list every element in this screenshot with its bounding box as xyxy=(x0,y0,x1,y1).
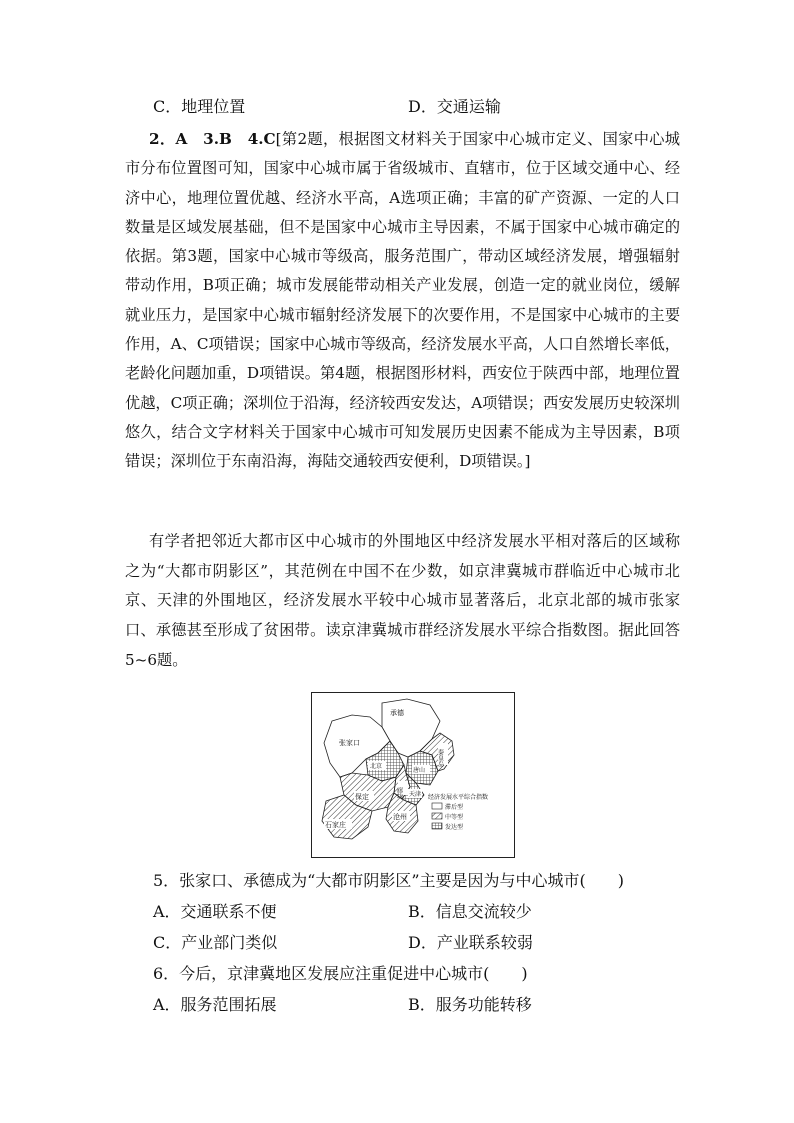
question-5-option-c: C．产业部门类似 xyxy=(153,933,278,952)
option-c-location: C．地理位置 xyxy=(153,97,246,116)
question-6-option-b: B．服务功能转移 xyxy=(408,995,532,1014)
label-baoding: 保定 xyxy=(355,793,369,801)
jingjinji-map-figure xyxy=(311,692,515,858)
question-5-option-a: A．交通联系不便 xyxy=(153,902,277,921)
label-shijiazhuang: 石家庄 xyxy=(325,821,346,829)
legend-item-lagging: 滞后型 xyxy=(445,804,464,811)
label-chengde: 承德 xyxy=(390,709,404,717)
label-cangzhou: 沧州 xyxy=(393,813,407,821)
label-tangshan: 唐山 xyxy=(413,767,426,774)
label-zhangjiakou: 张家口 xyxy=(339,739,360,747)
question-5-stem: 5．张家口、承德成为“大都市阴影区”主要是因为与中心城市( ) xyxy=(153,871,625,890)
legend-item-developed: 发达型 xyxy=(445,824,464,831)
label-qinhuangdao: 秦皇岛 xyxy=(436,749,444,767)
legend-swatch-medium xyxy=(432,813,442,819)
question-5-option-b: B．信息交流较少 xyxy=(408,902,532,921)
legend-item-medium: 中等型 xyxy=(445,814,464,821)
material-paragraph: 有学者把邻近大都市区中心城市的外围地区中经济发展水平相对落后的区域称之为“大都市阴影区”，其范例在中国不在少数，如京津冀城市群临近中心城市北京、天津的外围地区，经济发展水平较中心城市显著落后，北京北部的城市张家口、承德甚至形成了贫困带。读京津冀城市群经济发展水平综合指数图。据此回答5~6题。 xyxy=(125,532,680,669)
question-6-option-a: A．服务范围拓展 xyxy=(153,995,277,1014)
legend-title: 经济发展水平综合指数 xyxy=(428,794,489,801)
legend-swatch-lagging xyxy=(432,803,442,809)
question-6-stem: 6．今后，京津冀地区发展应注重促进中心城市( ) xyxy=(153,964,528,983)
jingjinji-map xyxy=(312,693,514,857)
map-legend xyxy=(428,793,488,831)
answer-explanation-text: [第2题，根据图文材料关于国家中心城市定义、国家中心城市分布位置图可知，国家中心城市属于省级城市、直辖市，位于区域交通中心、经济中心，地理位置优越、经济水平高，A选项正确；丰富的矿产资源、一定的人口数量是区域发展基础，但不是国家中心城市主导因素，不属于国家中心城市确定的依据。第3题，国家中心城市等级高，服务范围广，带动区域经济发展，增强辐射带动作用，B项正确；城市发展能带动相关产业发展，创造一定的就业岗位，缓解就业压力，是国家中心城市辐射经济发展下的次要作用，不是国家中心城市的主要作用，A、C项错误；国家中心城市等级高，经济发展水平高，人口自然增长率低，老龄化问题加重，D项错误。第4题，根据图形材料，西安位于陕西中部，地理位置优越，C项正确；深圳位于沿海，经济较西安发达，A项错误；西安发展历史较深圳悠久，结合文字材料关于国家中心城市可知发展历史因素不能成为主导因素，B项错误；深圳位于东南沿海，海陆交通较西安便利，D项错误。] xyxy=(125,130,680,471)
answer-keys: 2．A 3.B 4.C xyxy=(149,130,276,148)
question-5-option-d: D．产业联系较弱 xyxy=(408,933,533,952)
legend-swatch-developed xyxy=(432,823,442,829)
option-d-transport: D．交通运输 xyxy=(408,97,501,116)
label-tianjin: 天津 xyxy=(409,791,422,798)
label-langfang: 廊坊 xyxy=(395,787,403,799)
label-beijing: 北京 xyxy=(370,763,383,770)
answer-explanation xyxy=(125,125,680,477)
